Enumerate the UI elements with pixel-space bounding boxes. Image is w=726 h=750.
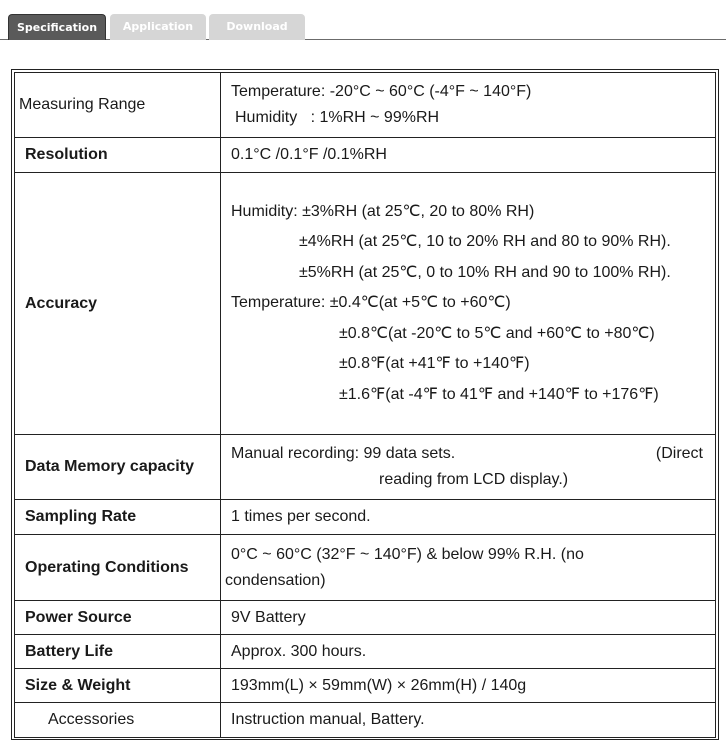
measuring-range-humidity: Humidity : 1%RH ~ 99%RH bbox=[235, 109, 440, 126]
resolution-value: 0.1°C /0.1°F /0.1%RH bbox=[221, 138, 716, 173]
data-memory-line bbox=[231, 441, 703, 467]
table-row bbox=[15, 500, 716, 535]
data-memory-text: Manual recording: 99 data sets. bbox=[231, 445, 456, 462]
accuracy-temperature-line: ±1.6℉(at -4℉ to 41℉ and +140℉ to +176℉) bbox=[339, 385, 659, 403]
accessories-label: Accessories bbox=[15, 703, 221, 738]
table-row bbox=[15, 635, 716, 669]
accuracy-value bbox=[221, 173, 716, 435]
resolution-label: Resolution bbox=[15, 138, 221, 173]
operating-conditions-line: condensation) bbox=[225, 571, 326, 589]
tab-application[interactable]: Application bbox=[110, 14, 206, 40]
power-source-value: 9V Battery bbox=[221, 601, 716, 635]
accuracy-temperature-line: Temperature: ±0.4℃(at +5℃ to +60℃) bbox=[231, 294, 511, 312]
data-memory-value bbox=[221, 435, 716, 500]
accuracy-humidity-line: ±4%RH (at 25℃, 10 to 20% RH and 80 to 90% RH). bbox=[299, 233, 671, 251]
sampling-rate-label: Sampling Rate bbox=[15, 500, 221, 535]
data-memory-line: reading from LCD display.) bbox=[379, 471, 569, 488]
accuracy-label: Accuracy bbox=[15, 173, 221, 435]
accuracy-humidity-line: ±5%RH (at 25℃, 0 to 10% RH and 90 to 100% RH). bbox=[299, 263, 671, 281]
specification-table bbox=[14, 72, 716, 738]
table-row bbox=[15, 138, 716, 173]
table-row bbox=[15, 601, 716, 635]
tab-download[interactable]: Download bbox=[209, 14, 305, 40]
table-row bbox=[15, 435, 716, 500]
data-memory-text-right: (Direct bbox=[655, 445, 703, 462]
table-row bbox=[15, 73, 716, 138]
operating-conditions-value bbox=[221, 535, 716, 601]
table-row bbox=[15, 703, 716, 738]
operating-conditions-label: Operating Conditions bbox=[15, 535, 221, 601]
tab-bar bbox=[0, 0, 726, 40]
power-source-label: Power Source bbox=[15, 601, 221, 635]
data-memory-label: Data Memory capacity bbox=[15, 435, 221, 500]
table-row bbox=[15, 173, 716, 435]
measuring-range-label: Measuring Range bbox=[15, 73, 221, 138]
table-row bbox=[15, 669, 716, 703]
battery-life-value: Approx. 300 hours. bbox=[221, 635, 716, 669]
operating-conditions-line: 0°C ~ 60°C (32°F ~ 140°F) & below 99% R.H. (no bbox=[231, 545, 584, 563]
measuring-range-value bbox=[221, 73, 716, 138]
specification-table-frame bbox=[11, 69, 719, 740]
size-weight-label: Size & Weight bbox=[15, 669, 221, 703]
size-weight-value: 193mm(L) × 59mm(W) × 26mm(H) / 140g bbox=[221, 669, 716, 703]
table-row bbox=[15, 535, 716, 601]
tab-specification[interactable]: Specification bbox=[8, 14, 106, 40]
accuracy-temperature-line: ±0.8℃(at -20℃ to 5℃ and +60℃ to +80℃) bbox=[339, 324, 655, 342]
battery-life-label: Battery Life bbox=[15, 635, 221, 669]
accuracy-temperature-line: ±0.8℉(at +41℉ to +140℉) bbox=[339, 355, 530, 373]
sampling-rate-value: 1 times per second. bbox=[221, 500, 716, 535]
accessories-value: Instruction manual, Battery. bbox=[221, 703, 716, 738]
accuracy-humidity-line: Humidity: ±3%RH (at 25℃, 20 to 80% RH) bbox=[231, 202, 535, 220]
measuring-range-temperature: Temperature: -20°C ~ 60°C (-4°F ~ 140°F) bbox=[231, 83, 532, 100]
